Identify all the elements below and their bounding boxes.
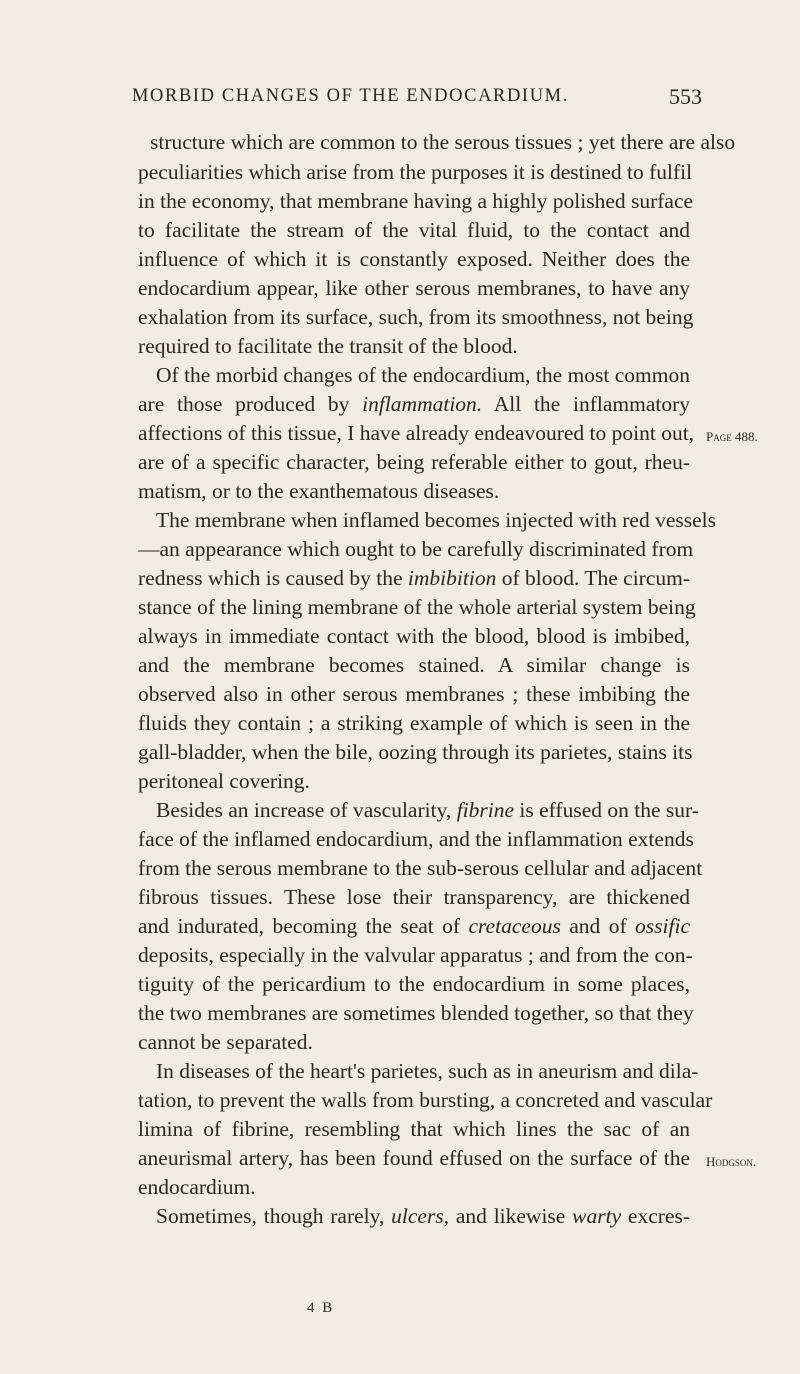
text-line: fibrous tissues. These lose their transparency, are thickened	[138, 885, 690, 909]
margin-note-author: Hodgson.	[706, 1154, 757, 1169]
text-line: structure which are common to the serous tissues ; yet there are also	[150, 130, 736, 154]
text-line: In diseases of the heart's parietes, such as in aneurism and dila-	[156, 1059, 699, 1083]
text-line: endocardium appear, like other serous membranes, to have any	[138, 276, 690, 300]
text-line: cannot be separated.	[138, 1030, 313, 1054]
text-line: deposits, especially in the valvular apparatus ; and from the con-	[138, 943, 693, 967]
text-line: aneurismal artery, has been found effused on the surface of the	[138, 1146, 690, 1170]
page-number: 553	[669, 84, 702, 109]
text-line: tiguity of the pericardium to the endocardium in some places,	[138, 972, 690, 996]
text-line: from the serous membrane to the sub-serous cellular and adjacent	[138, 856, 703, 880]
text-line: exhalation from its surface, such, from its smoothness, not being	[138, 305, 694, 329]
text-line: —an appearance which ought to be carefully discriminated from	[138, 537, 694, 561]
text-line: Besides an increase of vascularity, fibrine is effused on the sur-	[156, 798, 699, 822]
text-line: are of a specific character, being referable either to gout, rheu-	[138, 450, 690, 474]
text-line: peculiarities which arise from the purposes it is destined to fulfil	[138, 160, 693, 184]
running-head	[132, 86, 702, 116]
text-line: to facilitate the stream of the vital fluid, to the contact and	[138, 218, 690, 242]
text-line: the two membranes are sometimes blended together, so that they	[138, 1001, 694, 1025]
text-line: Of the morbid changes of the endocardium, the most common	[156, 363, 690, 387]
text-line: fluids they contain ; a striking example of which is seen in the	[138, 711, 690, 735]
text-line: Sometimes, though rarely, ulcers, and likewise warty excres-	[156, 1204, 690, 1228]
running-title: MORBID CHANGES OF THE ENDOCARDIUM.	[132, 86, 569, 106]
text-line: influence of which it is constantly exposed. Neither does the	[138, 247, 690, 271]
margin-note-page-ref: Page 488.	[706, 429, 758, 444]
text-line: endocardium.	[138, 1175, 256, 1199]
text-line: and indurated, becoming the seat of cretaceous and of ossific	[138, 914, 690, 938]
text-line: gall-bladder, when the bile, oozing through its parietes, stains its	[138, 740, 693, 764]
text-line: are those produced by inflammation. All the inflammatory	[138, 392, 690, 416]
text-line: redness which is caused by the imbibition of blood. The circum-	[138, 566, 691, 590]
text-line: in the economy, that membrane having a highly polished surface	[138, 189, 694, 213]
text-line: affections of this tissue, I have already endeavoured to point out,	[138, 421, 695, 445]
text-line: face of the inflamed endocardium, and the inflammation extends	[138, 827, 694, 851]
text-line: and the membrane becomes stained. A similar change is	[138, 653, 690, 677]
text-line: tation, to prevent the walls from bursting, a concreted and vascular	[138, 1088, 713, 1112]
text-line: peritoneal covering.	[138, 769, 310, 793]
text-line: observed also in other serous membranes ; these imbibing the	[138, 682, 690, 706]
text-line: stance of the lining membrane of the whole arterial system being	[138, 595, 696, 619]
signature-mark: 4 B	[307, 1300, 335, 1316]
text-line: The membrane when inflamed becomes injected with red vessels	[156, 508, 716, 532]
text-line: limina of fibrine, resembling that which lines the sac of an	[138, 1117, 690, 1141]
text-line: always in immediate contact with the blood, blood is imbibed,	[138, 624, 690, 648]
text-line: matism, or to the exanthematous diseases.	[138, 479, 500, 503]
text-line: required to facilitate the transit of the blood.	[138, 334, 518, 358]
